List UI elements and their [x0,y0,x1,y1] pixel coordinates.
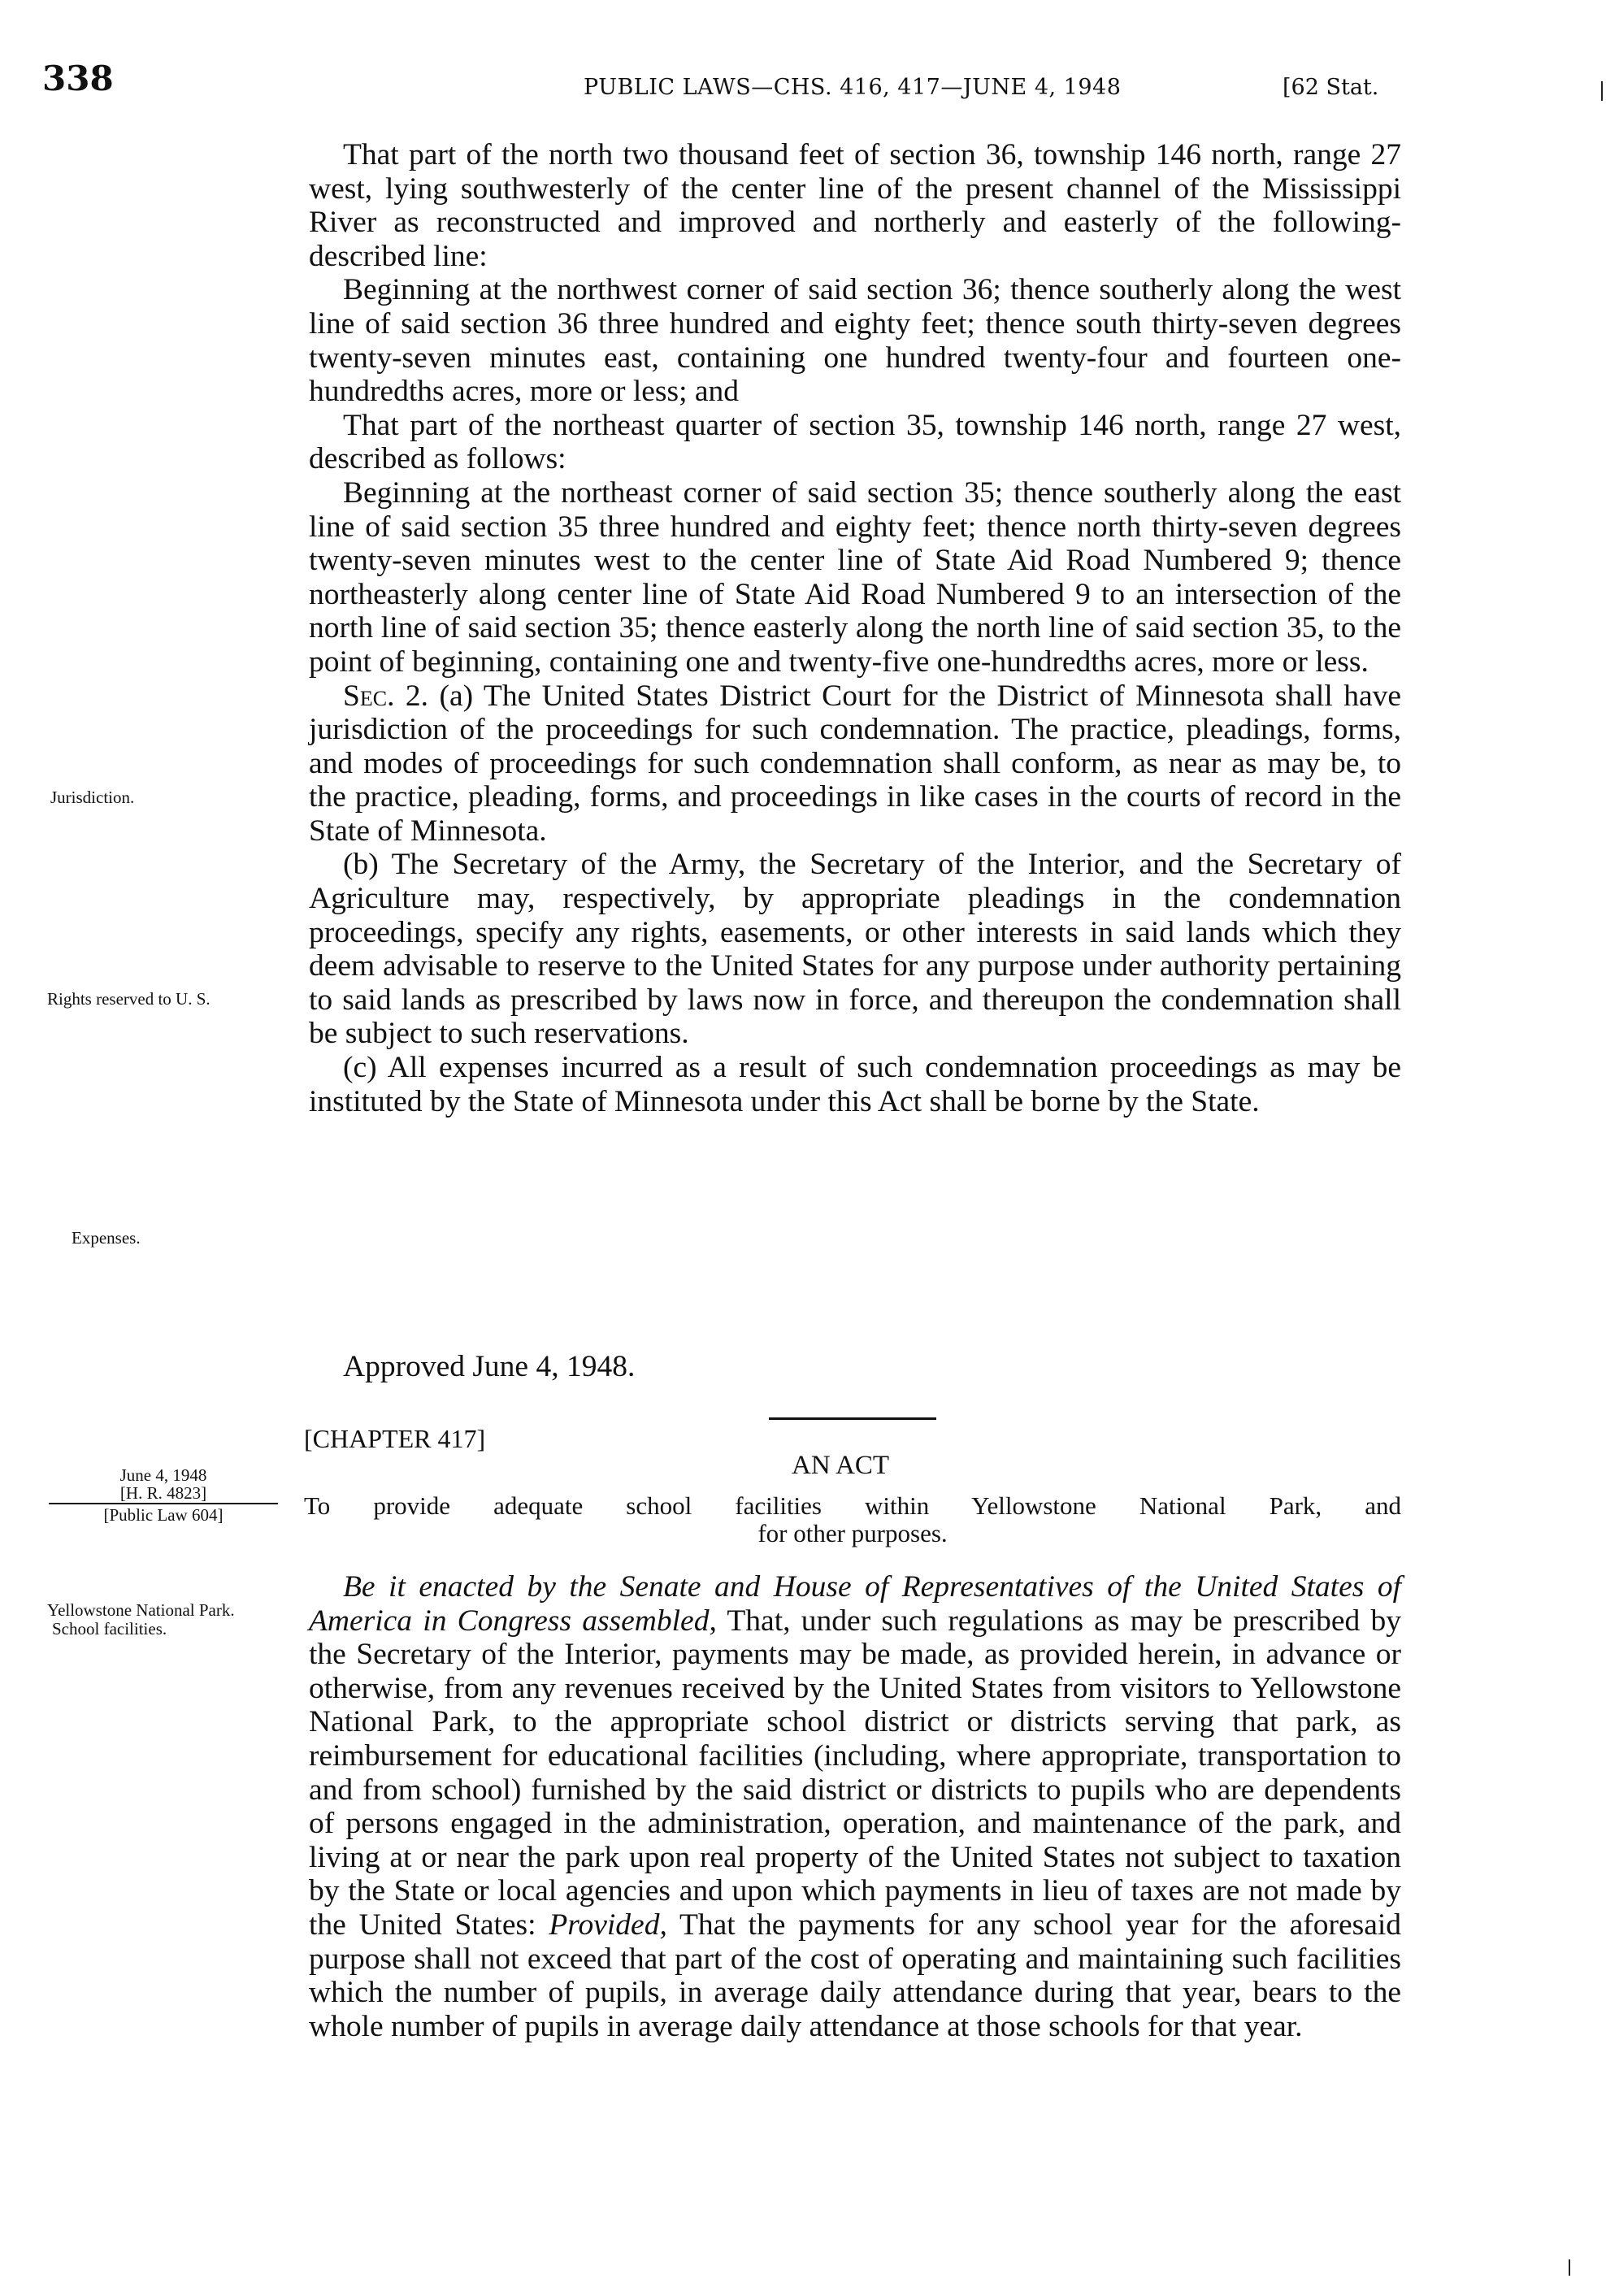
act-body-part-2: That the payments for any school year for the aforesaid purpose shall not exceed that part of the cost of operating and maintaining such facilities which the number of pupils, in average daily attendance during that year, bears to the whole number of pupils in average daily attendance at those schools for that year. [309,1908,1402,2043]
paragraph-north-section-36: That part of the north two thousand feet of section 36, township 146 north, range 27 west, lying southwesterly of the center line of the present channel of the Mississippi River as reconstructed and improved and northerly and easterly of the following-described line: [309,138,1401,273]
scan-edge-mark [1601,81,1603,101]
paragraph-northeast-quarter: That part of the northeast quarter of section 35, township 146 north, range 27 west, described as follows: [309,408,1401,476]
act-paragraph [309,1570,1401,2043]
paragraph-beginning-northwest: Beginning at the northwest corner of said section 36; thence southerly along the west line of said section 36 three hundred and eighty feet; thence south thirty-seven degrees twenty-seven minutes east, containing one hundred twenty-four and fourteen one-hundredths acres, more or less; and [309,273,1401,409]
separator-rule [769,1417,936,1420]
act-purpose-line-2: for other purposes. [757,1519,948,1547]
chapter-label: [CHAPTER 417] [304,1424,486,1453]
top-text-block [309,138,1401,1118]
margin-note-school-facilities: School facilities. [52,1619,167,1638]
citation-date: June 4, 1948 [119,1465,207,1485]
an-act-heading: AN ACT [792,1451,890,1480]
section-2b: (b) The Secretary of the Army, the Secretary of the Interior, and the Secretary of Agriculture may, respectively, by appropriate pleadings in the condemnation proceedings, specify any rights, easements, or other interests in said lands which they deem advisable to reserve to the United States for any purpose under authority pertaining to said lands as prescribed by laws now in force, and thereupon the condemnation shall be subject to such reservations. [309,848,1401,1051]
citation-rule [49,1503,278,1504]
citation-bill: [H. R. 4823] [119,1483,207,1503]
margin-note-jurisdiction: Jurisdiction. [50,788,135,807]
approved-date: Approved June 4, 1948. [343,1350,636,1383]
paragraph-beginning-northeast: Beginning at the northeast corner of said section 35; thence southerly along the east line of said section 35 three hundred and eighty feet; thence north thirty-seven degrees twenty-seven minutes west to the center line of State Aid Road Numbered 9; thence northeasterly along center line of State Aid Road Numbered 9 to an intersection of the north line of said section 35; thence easterly along the north line of said section 35, to the point of beginning, containing one and twenty-five one-hundredths acres, more or less. [309,475,1401,679]
margin-note-expenses: Expenses. [72,1228,141,1248]
margin-note-yellowstone-park: Yellowstone National Park. [47,1600,235,1620]
citation-block [49,1466,278,1524]
margin-note-yellowstone [47,1601,242,1638]
act-body-part-1: That, under such regulations as may be prescribed by the Secretary of the Interior, payments may be made, as provided herein, in advance or otherwise, from any revenues received by the United States from visitors to Yellowstone National Park, to the appropriate school district or districts serving that park, as reimbursement for educational facilities (including, where appropriate, transportation to and from school) furnished by the said district or districts to pupils who are dependents of persons engaged in the administration, operation, and maintenance of the park, and living at or near the park upon real property of the United States not subject to taxation by the State or local agencies and upon which payments in lieu of taxes are not made by the United States: [309,1604,1402,1942]
section-2a [309,679,1401,849]
citation-public-law: [Public Law 604] [103,1505,224,1525]
enacting-clause: Be it enacted by the Senate and House of Representatives of the United States of America in Congress assembled, [309,1570,1401,1638]
section-label: Sec. [343,679,395,713]
act-purpose-line-1: To provide adequate school facilities within Yellowstone National Park, and [304,1491,1401,1520]
section-2a-text: 2. (a) The United States District Court for the District of Minnesota shall have jurisdiction of the proceedings for such condemnation. The practice, pleadings, forms, and modes of proceedings for such condemnation shall conform, as near as may be, to the practice, pleading, forms, and proceedings in like cases in the courts of record in the State of Minnesota. [309,679,1401,848]
section-2c: (c) All expenses incurred as a result of such condemnation proceedings as may be instituted by the State of Minnesota under this Act shall be borne by the State. [309,1051,1401,1118]
running-header-title: PUBLIC LAWS—CHS. 416, 417—JUNE 4, 1948 [584,75,1122,100]
act-purpose [304,1492,1401,1547]
margin-note-rights-reserved: Rights reserved to U. S. [47,989,211,1009]
provided-keyword: Provided, [549,1908,667,1942]
page-number: 338 [42,59,114,98]
scan-edge-mark [1569,2259,1570,2276]
statute-reference: [62 Stat. [1283,75,1379,100]
act-text-block [309,1570,1401,2043]
